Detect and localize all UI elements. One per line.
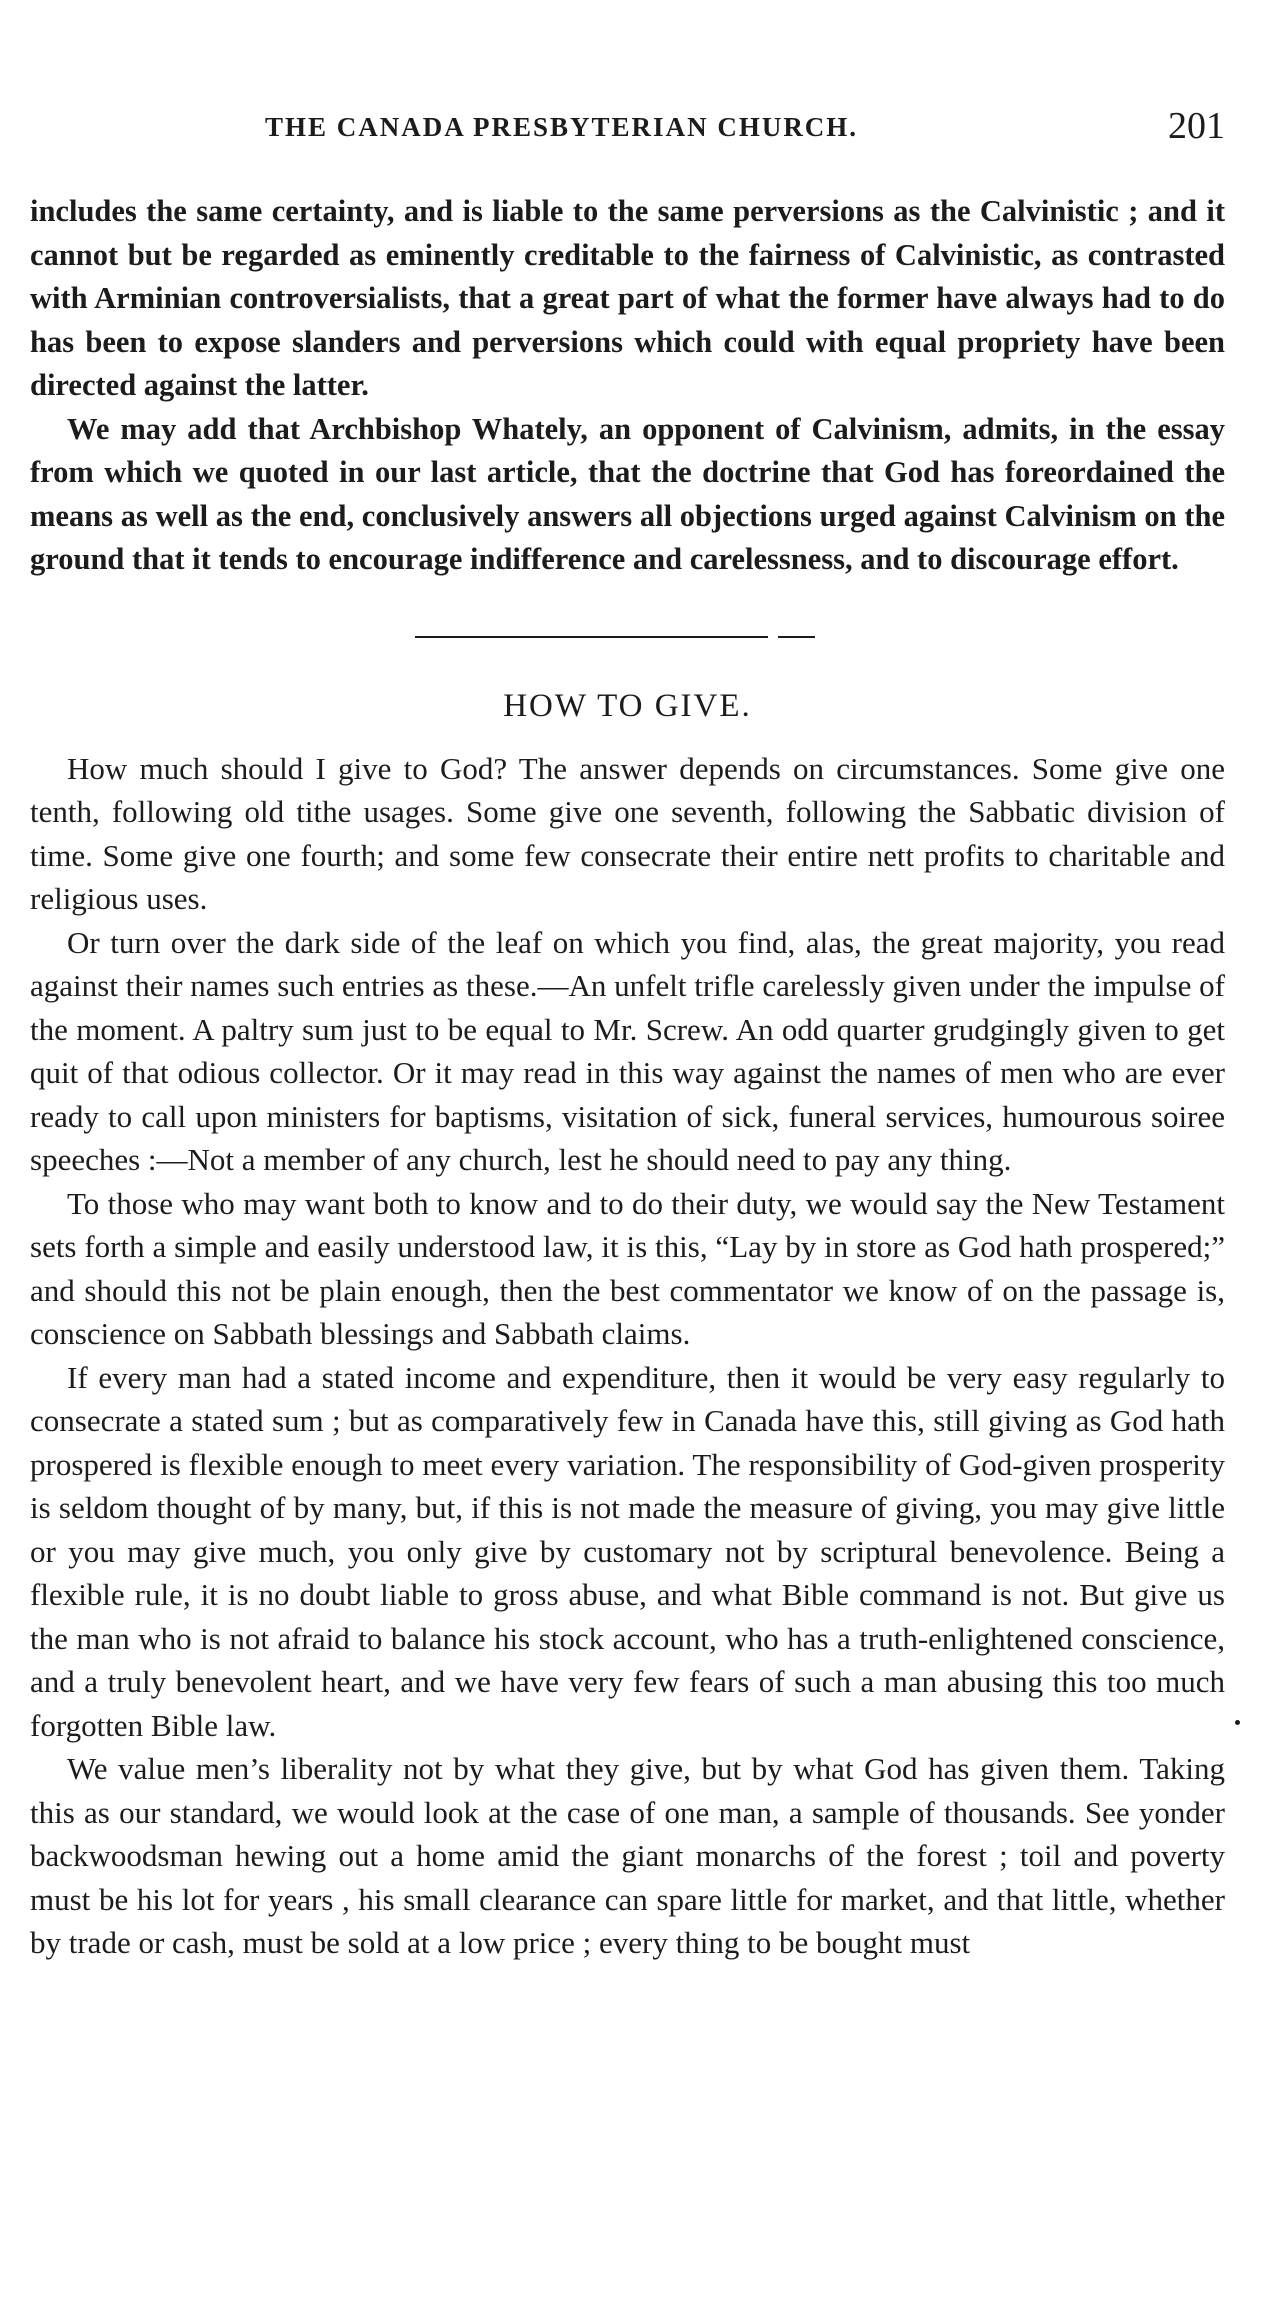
paragraph: To those who may want both to know and to do their duty, we would say the New Testament sets forth a simple and easily understood law, it is this, “Lay by in store as God hath prospered;” and should this not be plain enough, then the best commentator we know of on the passage is, conscience on Sabbath blessings and Sabbath claims. (30, 1185, 1225, 1351)
article-body (30, 747, 1225, 1965)
running-head (30, 104, 1225, 154)
article-title: HOW TO GIVE. (503, 687, 752, 724)
previous-article-conclusion (30, 190, 1225, 582)
paragraph: We may add that Archbishop Whately, an opponent of Calvinism, admits, in the essay from which we quoted in our last article, that the doctrine that God has foreordained the means as well as the end, conclusively answers all objections urged against Calvinism on the ground that it tends to encourage indifference and carelessness, and to discourage effort. (30, 411, 1225, 576)
running-title: THE CANADA PRESBYTERIAN CHURCH. (265, 112, 859, 142)
page-content (30, 190, 1225, 1965)
paragraph: If every man had a stated income and expenditure, then it would be very easy regularly to consecrate a stated sum ; but as comparatively few in Canada have this, still giving as God hath prospered is flexible enough to meet every variation. The responsibility of God-given prosperity is seldom thought of by many, but, if this is not made the measure of giving, you may give little or you may give much, you only give by customary not by scriptural benevolence. Being a flexible rule, it is no doubt liable to gross abuse, and what Bible command is not. But give us the man who is not afraid to balance his stock account, who has a truth-enlightened conscience, and a truly benevolent heart, and we have very few fears of such a man abusing this too much forgotten Bible law. (30, 1359, 1225, 1743)
paragraph: How much should I give to God? The answer depends on circumstances. Some give one tenth, following old tithe usages. Some give one seventh, following the Sabbatic division of time. Some give one fourth; and some few consecrate their entire nett profits to charitable and religious uses. (30, 750, 1225, 916)
paragraph: includes the same certainty, and is liable to the same perversions as the Calvinistic ; and it cannot but be regarded as eminently creditable to the fairness of Calvinistic, as contrasted with Arminian controversialists, that a great part of what the former have always had to do has been to expose slanders and perversions which could with equal propriety have been directed against the latter. (30, 194, 1225, 402)
margin-mark (1235, 1720, 1240, 1725)
section-divider (30, 600, 1225, 654)
paragraph: We value men’s liberality not by what they give, but by what God has given them. Taking this as our standard, we would look at the case of one man, a sample of thousands. See yonder backwoodsman hewing out a home amid the giant monarchs of the forest ; toil and poverty must be his lot for years , his small clearance can spare little for market, and that little, whether by trade or cash, must be sold at a low price ; every thing to be bought must (30, 1751, 1225, 1960)
divider-rule (415, 636, 815, 638)
divider-gap (768, 633, 778, 641)
paragraph: Or turn over the dark side of the leaf on which you find, alas, the great majority, you read against their names such entries as these.—An unfelt trifle carelessly given under the impulse of the moment. A paltry sum just to be equal to Mr. Screw. An odd quarter grudgingly given to get quit of that odious collector. Or it may read in this way against the names of men who are ever ready to call upon ministers for baptisms, visitation of sick, funeral services, humourous soiree speeches :—Not a member of any church, lest he should need to pay any thing. (30, 924, 1225, 1177)
page-number: 201 (1168, 105, 1225, 147)
